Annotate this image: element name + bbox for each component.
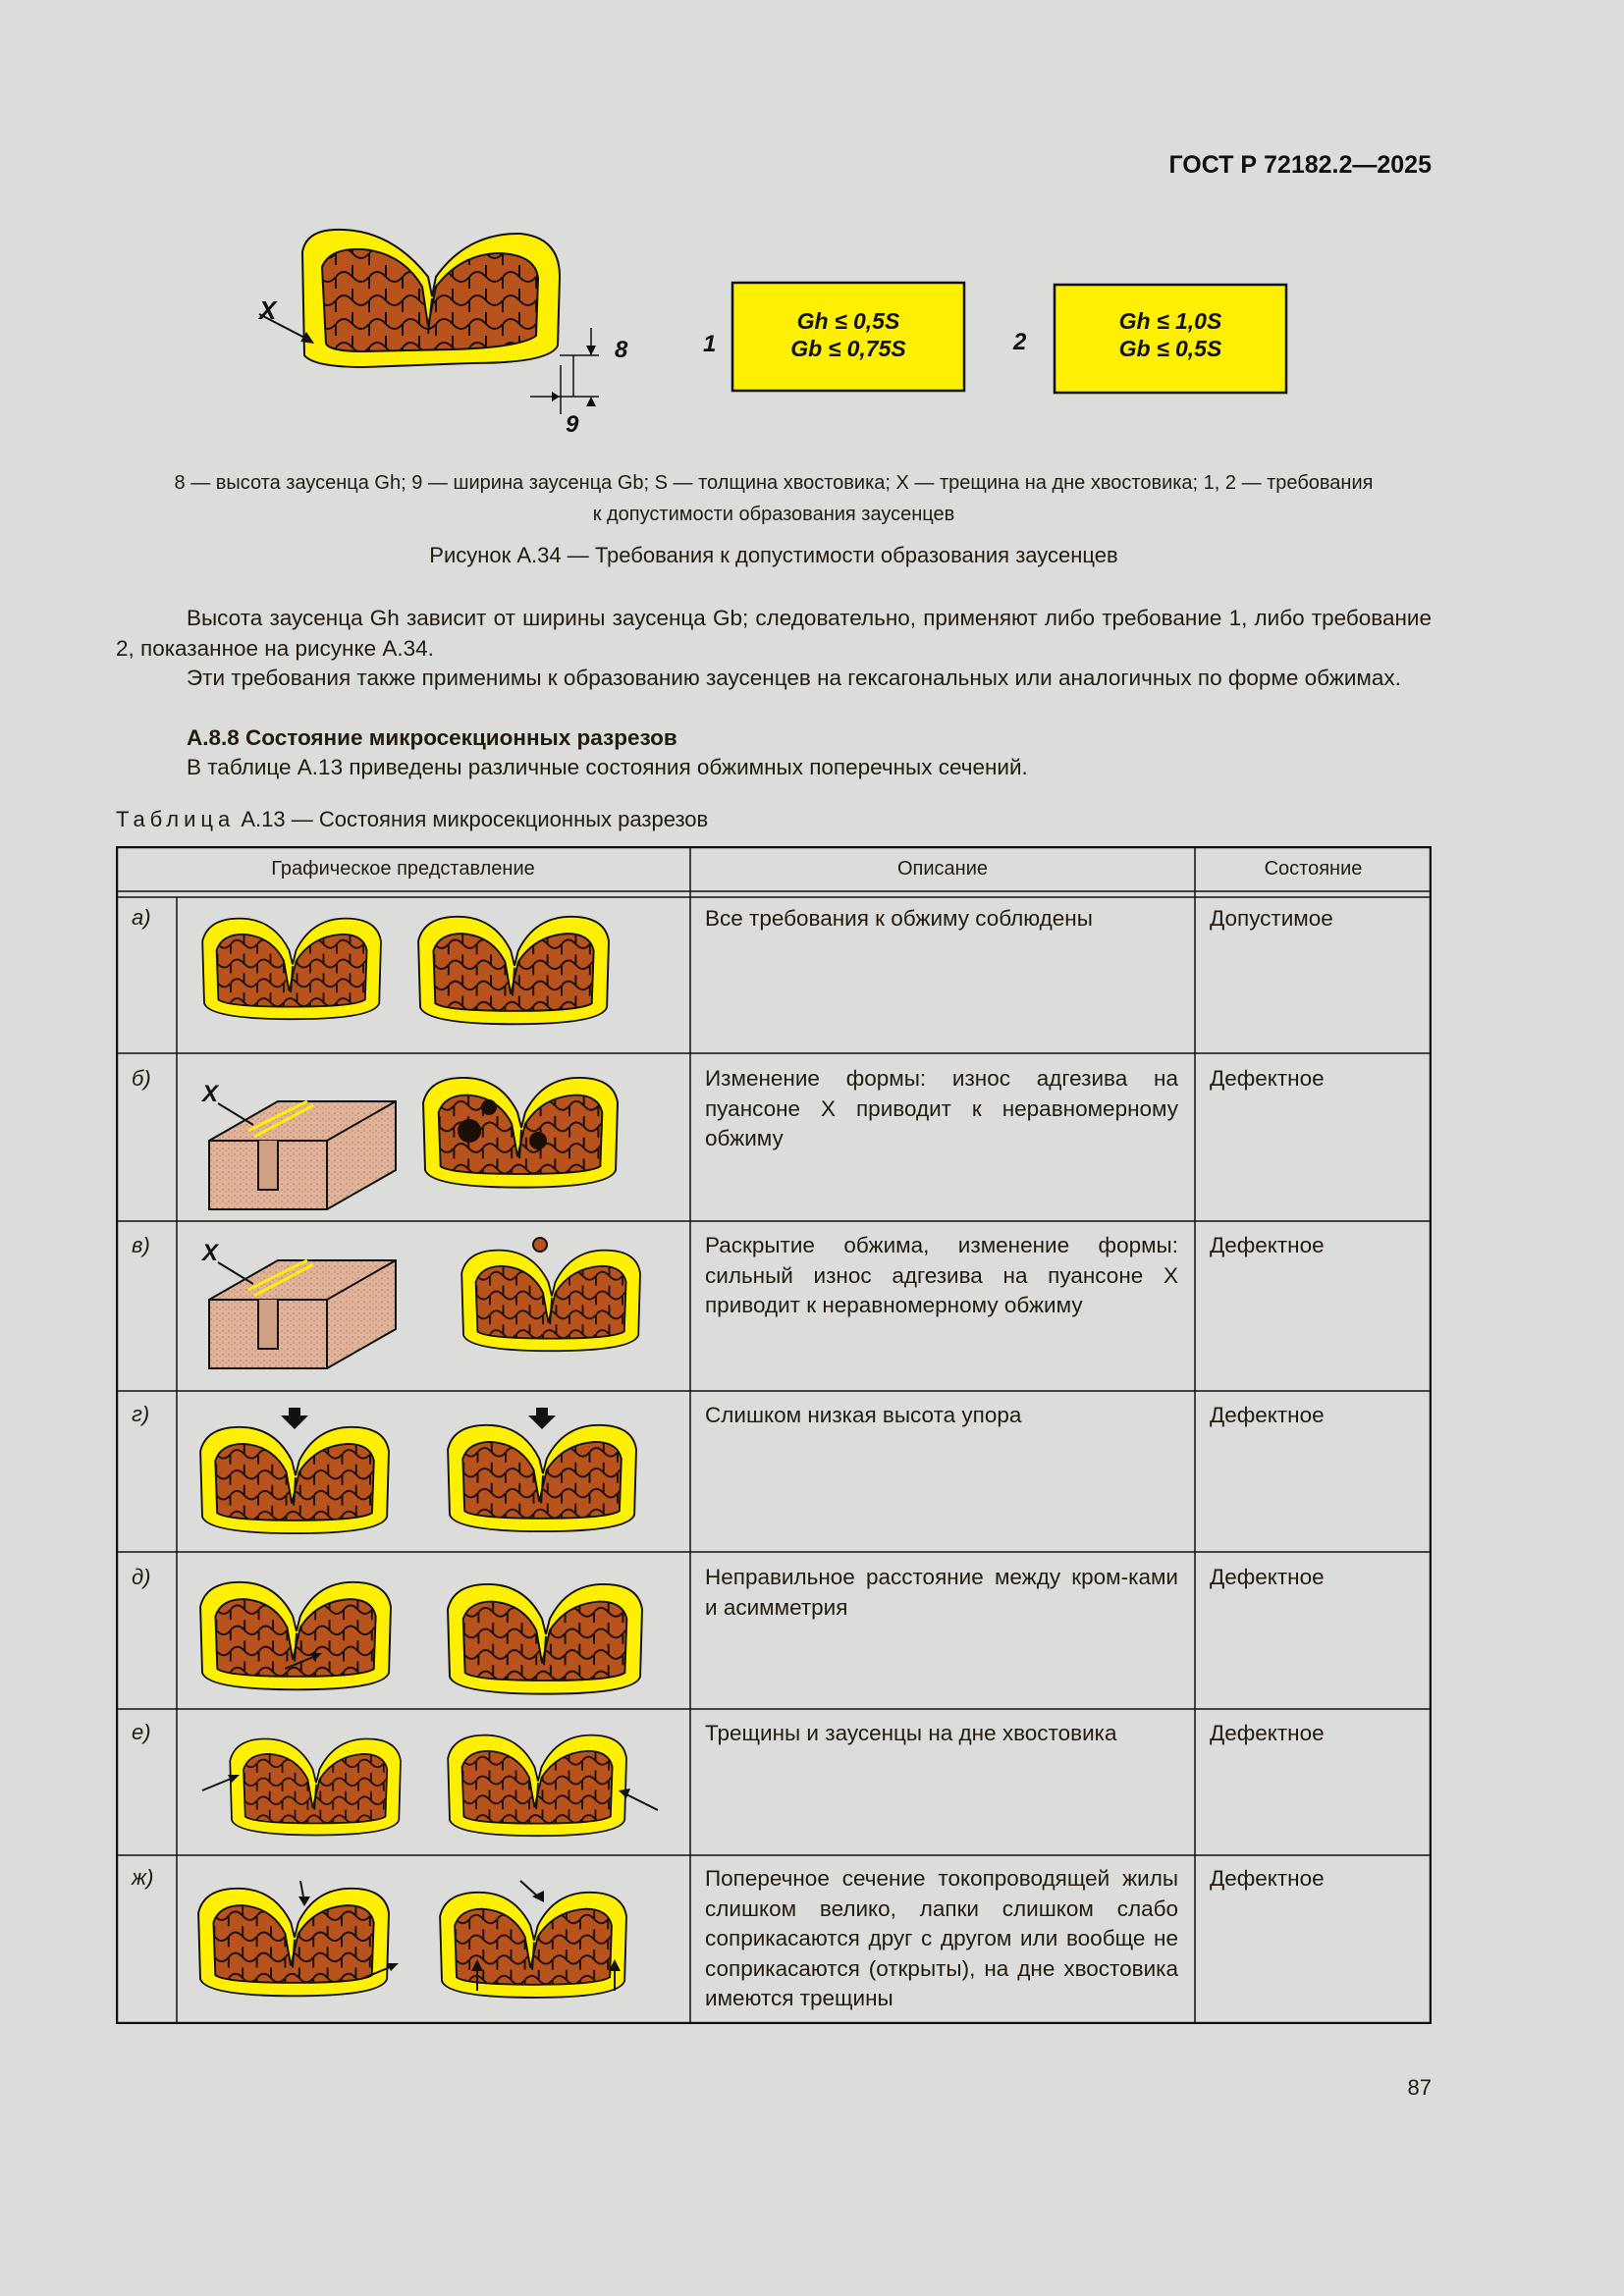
row-d-drawings — [200, 1582, 642, 1694]
row-label: г) — [132, 1402, 150, 1426]
row-state: Дефектное — [1210, 1233, 1325, 1257]
row-state: Дефектное — [1210, 1866, 1325, 1891]
row-b-drawings — [200, 1078, 618, 1209]
row-description: Все требования к обжиму соблюдены — [705, 906, 1093, 931]
table-a13 — [116, 846, 1432, 2024]
label-x: X — [259, 295, 277, 325]
row-label: б) — [132, 1066, 151, 1091]
paragraph-gh-gb: Высота заусенца Gh зависит от ширины заусенца Gb; следовательно, применяют либо требование 1, либо требование 2, показанное на рисунке А.34. — [116, 606, 1432, 661]
legend-line-1: 8 — высота заусенца Gh; 9 — ширина заусенца Gb; S — толщина хвостовика; X — трещина на дне хвостовика; 1, 2 — требования — [174, 472, 1374, 494]
row-b-x-label: X — [202, 1081, 219, 1107]
figure-legend — [116, 467, 1432, 530]
row-state: Дефектное — [1210, 1721, 1325, 1745]
row-state: Дефектное — [1210, 1403, 1325, 1427]
req1-line2: Gb ≤ 0,75S — [790, 336, 906, 361]
crimp-cross-section-drawing — [259, 230, 599, 414]
req2-line1: Gh ≤ 1,0S — [1118, 308, 1222, 334]
req1-line1: Gh ≤ 0,5S — [796, 308, 900, 334]
label-9: 9 — [566, 411, 579, 438]
page-number: 87 — [1407, 2075, 1432, 2100]
paragraph-table-intro: В таблице А.13 приведены различные состояния обжимных поперечных сечений. — [187, 755, 1028, 779]
legend-line-2: к допустимости образования заусенцев — [592, 504, 955, 525]
req1-number: 1 — [703, 331, 717, 357]
table-caption: Таблица А.13 — Состояния микросекционных разрезов — [116, 807, 709, 831]
row-label: а) — [132, 905, 151, 930]
table-header-state: Состояние — [1264, 858, 1363, 880]
row-c-x-label: X — [202, 1240, 219, 1266]
row-a-drawings — [202, 917, 609, 1024]
req2-line2: Gb ≤ 0,5S — [1118, 336, 1222, 361]
table-header-graphic: Графическое представление — [271, 858, 535, 880]
row-state: Дефектное — [1210, 1066, 1325, 1091]
row-label: в) — [132, 1233, 150, 1257]
row-e-drawings — [202, 1735, 658, 1837]
section-heading-a88: А.8.8 Состояние микросекционных разрезов — [187, 725, 677, 750]
label-8: 8 — [615, 337, 628, 363]
row-label: е) — [132, 1720, 151, 1744]
table-header-description: Описание — [896, 858, 989, 880]
paragraph-hex-crimps: Эти требования также применимы к образованию заусенцев на гексагональных или аналогичных по форме обжимах. — [187, 666, 1401, 690]
row-description: Трещины и заусенцы на дне хвостовика — [705, 1721, 1117, 1745]
row-state: Допустимое — [1210, 906, 1333, 931]
row-label: д) — [132, 1565, 151, 1589]
row-label: ж) — [132, 1865, 154, 1890]
req2-number: 2 — [1013, 329, 1027, 355]
row-g-drawings — [200, 1408, 636, 1533]
row-c-drawings — [200, 1238, 640, 1368]
row-description: Поперечное сечение токопроводящей жилы слишком велико, лапки слишком слабо соприкасаются друг с другом или вообще не соприкасаются (открыты), на дне хвостовика имеются трещины — [705, 1866, 1178, 2010]
figure-a34 — [236, 218, 1453, 444]
row-state: Дефектное — [1210, 1565, 1325, 1589]
row-description: Раскрытие обжима, изменение формы: сильный износ адгезива на пуансоне X приводит к неравномерному обжиму — [705, 1233, 1178, 1317]
row-description: Неправильное расстояние между кром-ками и асимметрия — [705, 1565, 1178, 1620]
table-grid — [116, 846, 1432, 2024]
figure-caption: Рисунок А.34 — Требования к допустимости образования заусенцев — [429, 543, 1118, 567]
row-description: Слишком низкая высота упора — [705, 1403, 1022, 1427]
document-id: ГОСТ Р 72182.2—2025 — [1168, 151, 1432, 179]
row-zh-drawings — [198, 1881, 626, 1998]
row-description: Изменение формы: износ адгезива на пуансоне X приводит к неравномерному обжиму — [705, 1066, 1178, 1150]
